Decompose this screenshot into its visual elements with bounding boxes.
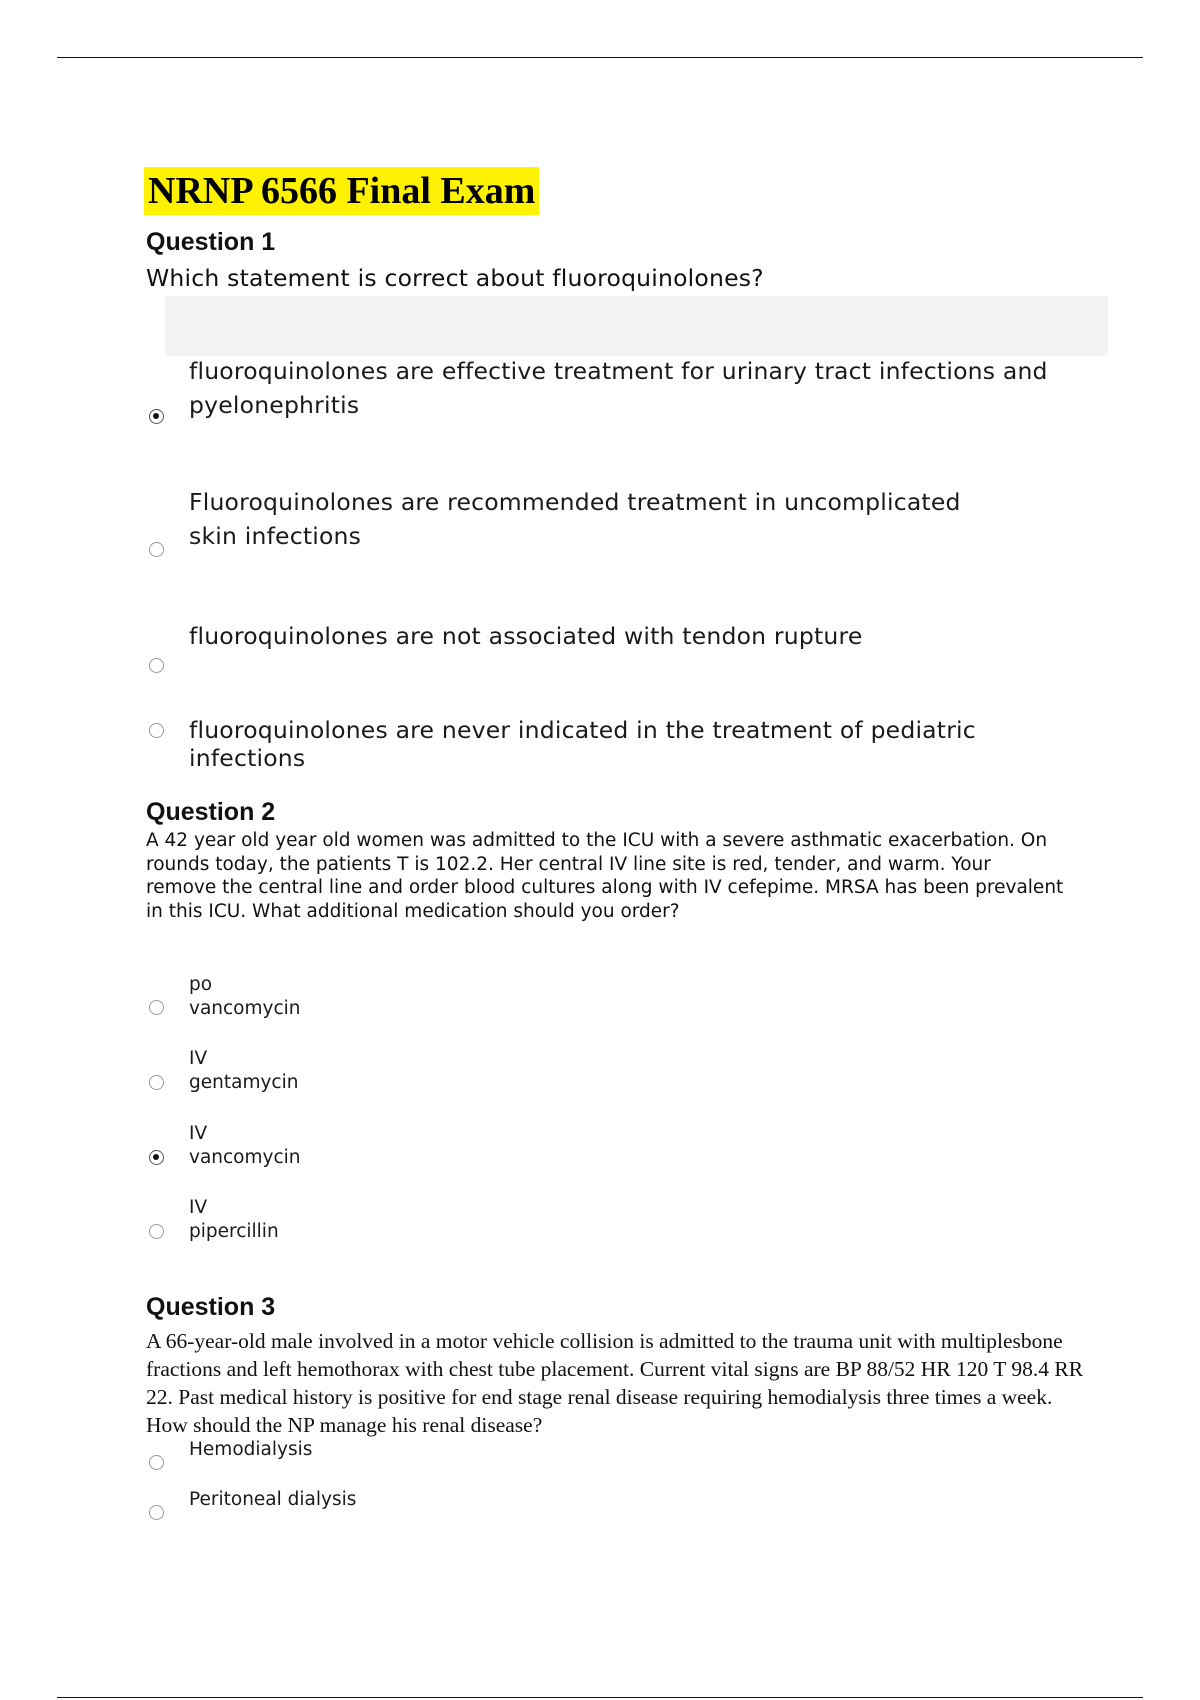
q2-option-3-drug: vancomycin	[189, 1147, 301, 1168]
q1-option-1-label: fluoroquinolones are effective treatment for urinary tract infections and pyelonephritis	[189, 357, 1048, 419]
q2-option-2-label	[189, 1047, 298, 1095]
q2-option-4-label	[189, 1196, 279, 1244]
q2-option-3-radio[interactable]	[149, 1150, 164, 1165]
q2-option-2-radio[interactable]	[149, 1075, 164, 1090]
question-2-heading: Question 2	[146, 798, 276, 826]
q2-option-2-route: IV	[189, 1048, 208, 1069]
q2-option-4-route: IV	[189, 1197, 208, 1218]
question-1-text: Which statement is correct about fluoroquinolones?	[146, 264, 764, 292]
q2-option-4-radio[interactable]	[149, 1224, 164, 1239]
q1-option-4-label: fluoroquinolones are never indicated in the treatment of pediatric infections	[189, 716, 976, 772]
question-1-heading: Question 1	[146, 228, 276, 256]
q3-option-1-label: Hemodialysis	[189, 1439, 313, 1460]
q1-option-1-radio[interactable]	[149, 409, 164, 424]
q2-option-3-label	[189, 1122, 301, 1170]
q2-option-1-drug: vancomycin	[189, 998, 301, 1019]
q1-option-2-label: Fluoroquinolones are recommended treatment in uncomplicated skin infections	[189, 488, 961, 550]
question-2-text: A 42 year old year old women was admitted to the ICU with a severe asthmatic exacerbation. On rounds today, the patients T is 102.2. Her central IV line site is red, tender, and warm. Your remove the central line and order blood cultures along with IV cefepime. MRSA has been prevalent in this ICU. What additional medication should you order?	[146, 830, 1064, 922]
bottom-rule	[57, 1697, 1143, 1698]
question-3-heading: Question 3	[146, 1293, 276, 1321]
q3-option-1-radio[interactable]	[149, 1455, 164, 1470]
q2-option-3-route: IV	[189, 1123, 208, 1144]
q3-option-2-radio[interactable]	[149, 1505, 164, 1520]
q1-option-3-label: fluoroquinolones are not associated with tendon rupture	[189, 622, 863, 650]
q3-option-2-label: Peritoneal dialysis	[189, 1489, 357, 1510]
q1-option-2-radio[interactable]	[149, 542, 164, 557]
q1-option-4-radio[interactable]	[149, 723, 164, 738]
top-rule	[57, 57, 1143, 58]
q2-option-1-route: po	[189, 974, 213, 995]
q2-option-4-drug: pipercillin	[189, 1221, 279, 1242]
q1-option-3-radio[interactable]	[149, 658, 164, 673]
q2-option-1-label	[189, 973, 301, 1021]
question-3-text: A 66-year-old male involved in a motor vehicle collision is admitted to the trauma unit with multiplesbone fractions and left hemothorax with chest tube placement. Current vital signs are BP 88/52 HR 120 T 98.4 RR 22. Past medical history is positive for end stage renal disease requiring hemodialysis three times a week. How should the NP manage his renal disease?	[146, 1329, 1084, 1437]
q2-option-2-drug: gentamycin	[189, 1072, 299, 1093]
answer-area-bar	[165, 296, 1108, 356]
q2-option-1-radio[interactable]	[149, 1000, 164, 1015]
exam-title: NRNP 6566 Final Exam	[144, 167, 539, 215]
